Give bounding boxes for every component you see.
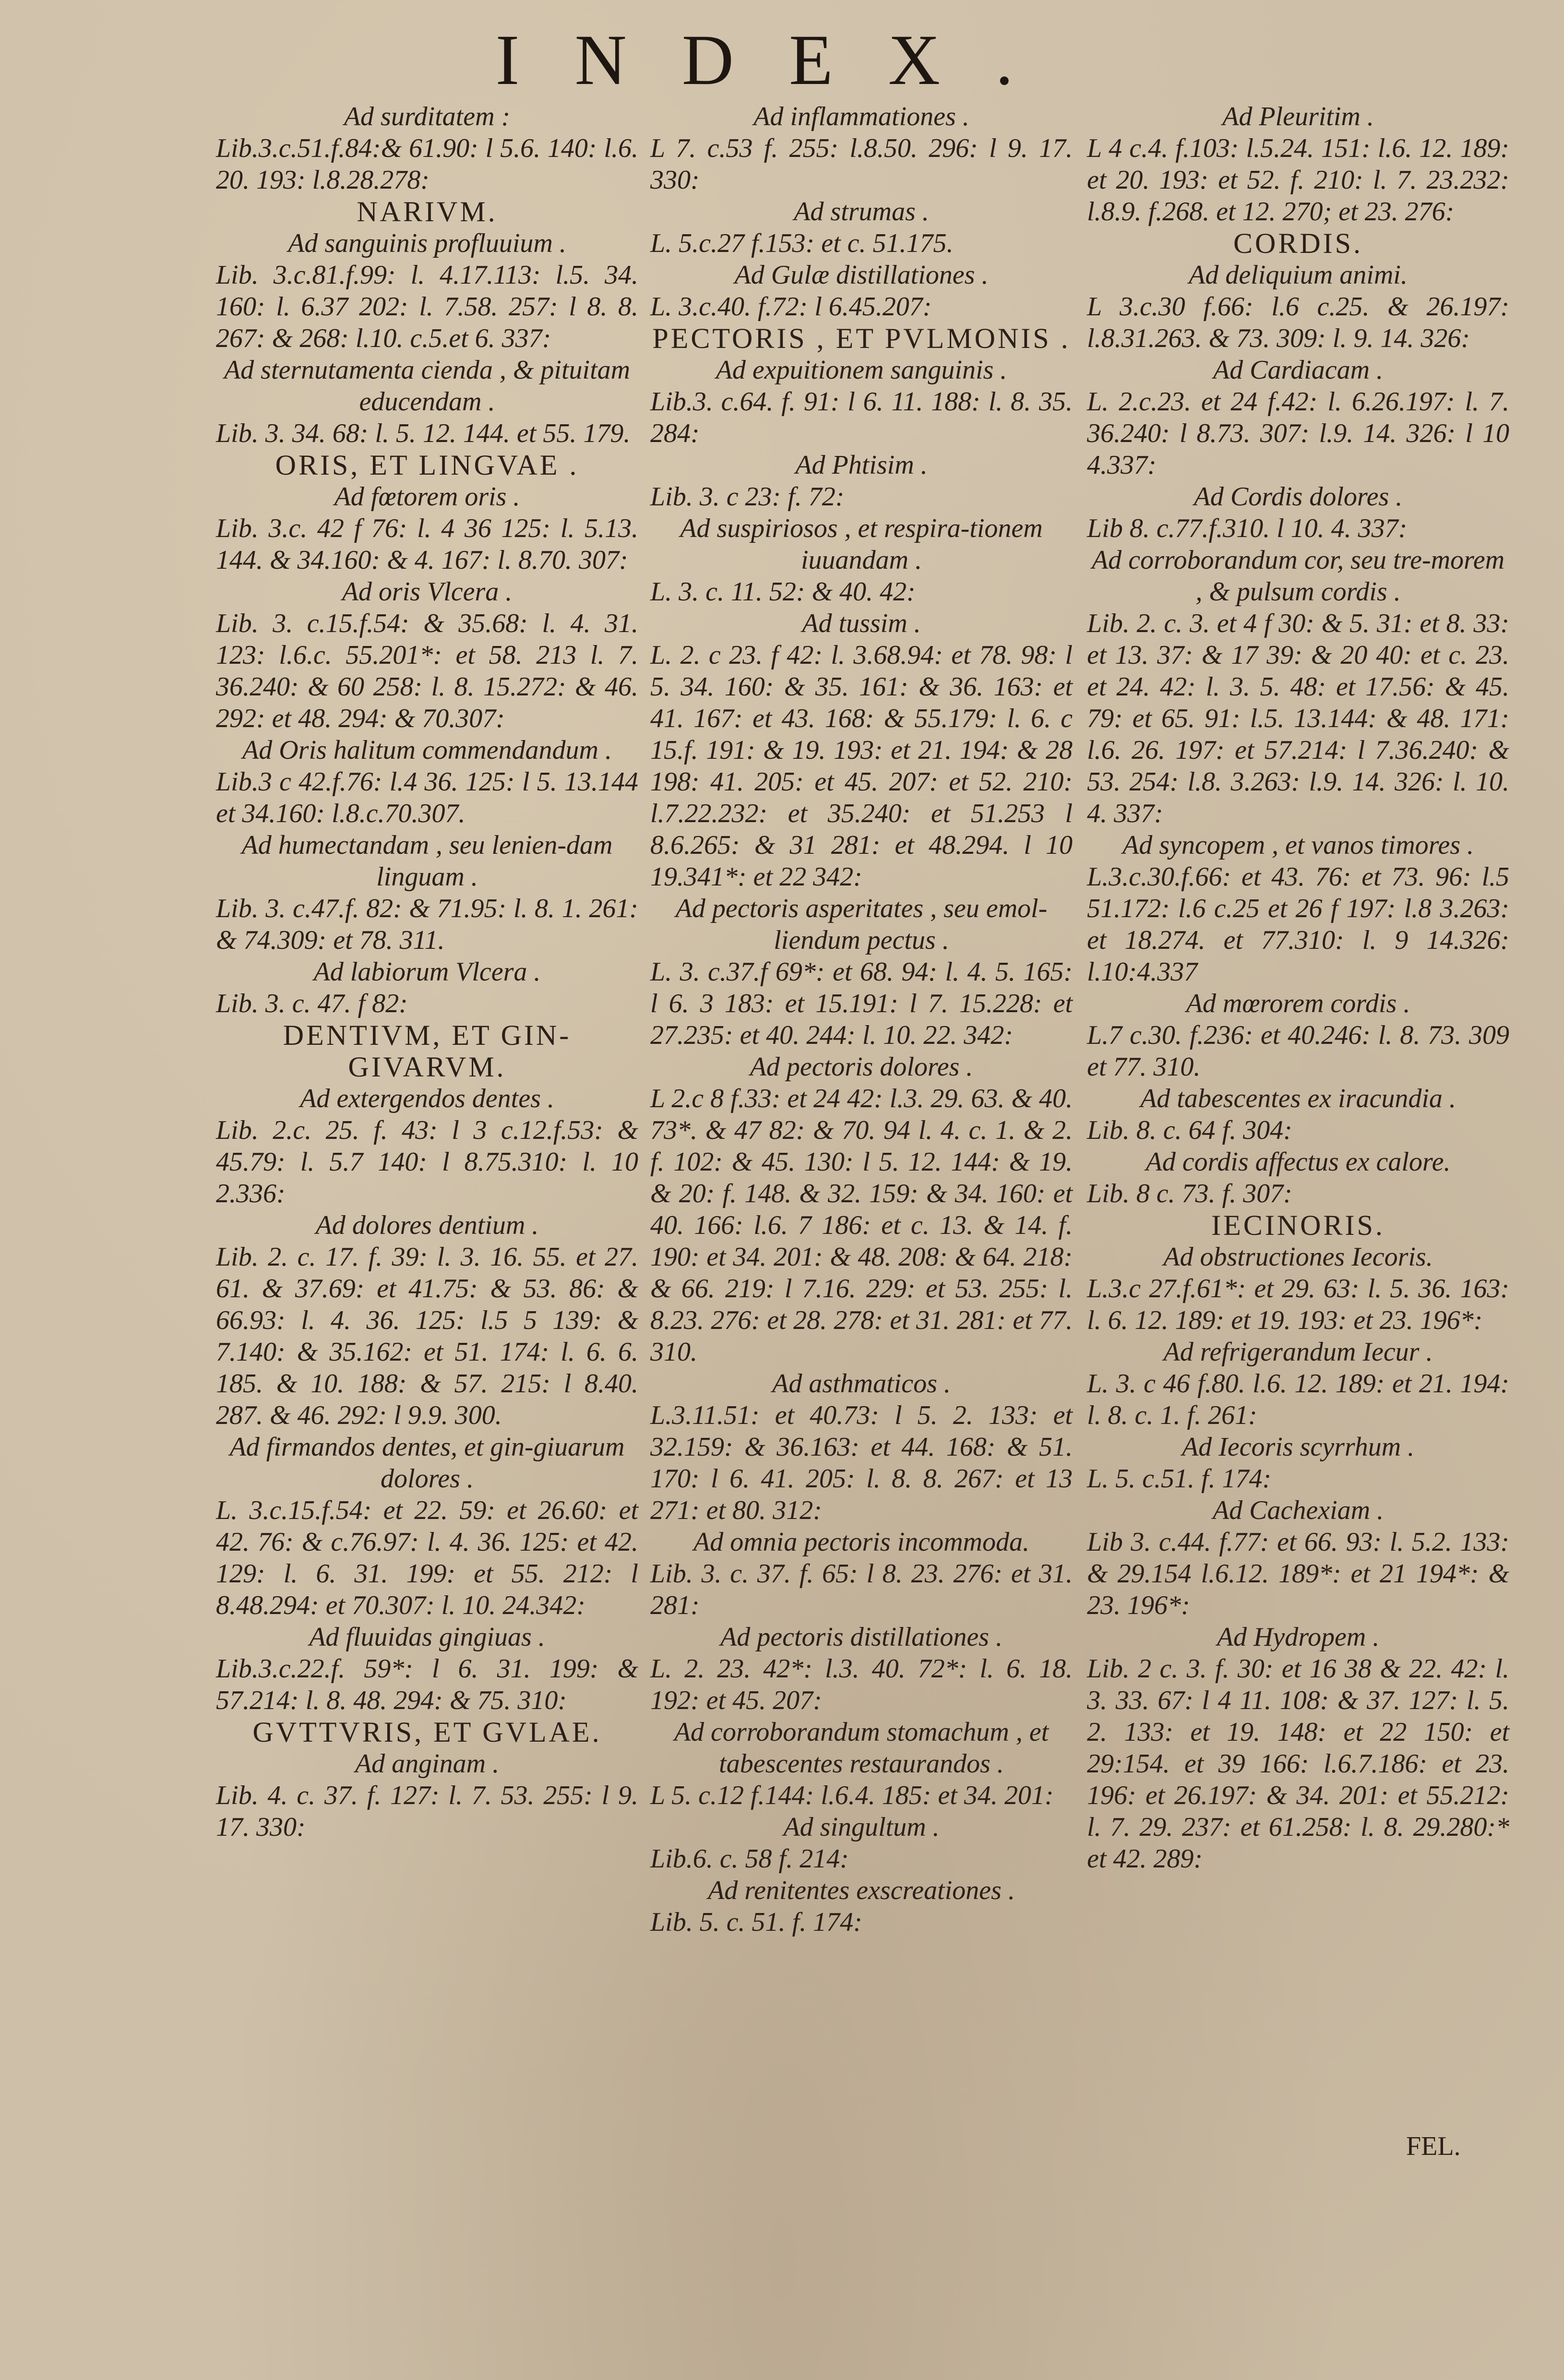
- index-reference: L 3.c.30 f.66: l.6 c.25. & 26.197: l.8.31.263. & 73. 309: l. 9. 14. 326:: [1087, 292, 1509, 353]
- index-reference: Lib. 3. c.15.f.54: & 35.68: l. 4. 31. 123: l.6.c. 55.201*: et 58. 213 l. 7. 36.240: & 60 258: l. 8. 15.272: & 46. 292: et 48. 294: & 70.307:: [216, 609, 638, 733]
- index-heading: Ad labiorum Vlcera .: [313, 957, 541, 987]
- index-reference: L. 3. c 46 f.80. l.6. 12. 189: et 21. 194: l. 8. c. 1. f. 261:: [1087, 1369, 1509, 1430]
- index-heading: Ad dolores dentium .: [315, 1210, 539, 1240]
- index-heading: Ad pectoris asperitates , seu emol-liendum pectus .: [675, 894, 1048, 955]
- index-reference: Lib. 2. c. 17. f. 39: l. 3. 16. 55. et 27. 61. & 37.69: et 41.75: & 53. 86: & 66.93: l. 4. 36. 125: l.5 5 139: & 7.140: & 35.162: et 51. 174: l. 6. 6. 185. & 10. 188: & 57. 215: l 8.40. 287. & 46. 292: l 9.9. 300.: [216, 1242, 638, 1430]
- index-reference: L. 2. 23. 42*: l.3. 40. 72*: l. 6. 18. 192: et 45. 207:: [650, 1654, 1073, 1715]
- index-reference: Lib. 3. c. 47. f 82:: [216, 989, 408, 1018]
- index-heading: Ad Cardiacam .: [1213, 355, 1384, 385]
- index-heading: Ad Cachexiam .: [1212, 1495, 1384, 1525]
- index-reference: Lib. 8 c. 73. f. 307:: [1087, 1179, 1292, 1208]
- index-reference: L. 2. c 23. f 42: l. 3.68.94: et 78. 98: l 5. 34. 160: & 35. 161: & 36. 163: et 41. 167: et 43. 168: & 55.179: l. 6. c 15.f. 191: & 19. 193: et 21. 194: & 28 198: 41. 205: et 45. 207: et 52. 210: l.7.22.232: et 35.240: et 51.253 l 8.6.265: & 31 281: et 48.294. l 10 19.341*: et 22 342:: [650, 640, 1073, 892]
- index-column-2: [650, 101, 1073, 1938]
- index-reference: Lib. 3.c. 42 f 76: l. 4 36 125: l. 5.13. 144. & 34.160: & 4. 167: l. 8.70. 307:: [216, 514, 638, 575]
- index-reference: Lib.3. c.64. f. 91: l 6. 11. 188: l. 8. 35. 284:: [650, 387, 1073, 448]
- index-reference: Lib.6. c. 58 f. 214:: [650, 1844, 849, 1874]
- index-heading: Ad extergendos dentes .: [300, 1084, 554, 1113]
- index-reference: Lib 3. c.44. f.77: et 66. 93: l. 5.2. 133: & 29.154 l.6.12. 189*: et 21 194*: & 23. 196*:: [1087, 1527, 1509, 1620]
- index-heading: Ad strumas .: [794, 197, 929, 227]
- index-heading: Ad fluuidas gingiuas .: [309, 1622, 545, 1652]
- index-heading: Ad obstructiones Iecoris.: [1163, 1242, 1433, 1272]
- index-heading: Ad tussim .: [802, 609, 921, 638]
- section-heading: PECTORIS , ET PVLMONIS .: [652, 323, 1071, 354]
- index-heading: Ad fœtorem oris .: [334, 482, 520, 512]
- index-column-1: [216, 101, 638, 1843]
- index-heading: Ad sternutamenta cienda , & pituitam educendam .: [224, 355, 631, 417]
- index-heading: Ad firmandos dentes, et gin-giuarum dolores .: [229, 1432, 625, 1494]
- index-reference: Lib. 5. c. 51. f. 174:: [650, 1907, 862, 1937]
- index-reference: Lib.3.c.22.f. 59*: l 6. 31. 199: & 57.214: l. 8. 48. 294: & 75. 310:: [216, 1654, 638, 1715]
- index-heading: Ad sanguinis profluuium .: [288, 228, 566, 258]
- index-reference: L 7. c.53 f. 255: l.8.50. 296: l 9. 17. 330:: [650, 133, 1073, 195]
- index-reference: L 4 c.4. f.103: l.5.24. 151: l.6. 12. 189: et 20. 193: et 52. f. 210: l. 7. 23.232: l.8.9. f.268. et 12. 270; et 23. 276:: [1087, 133, 1509, 227]
- section-heading: GVTTVRIS, ET GVLAE.: [252, 1716, 602, 1748]
- index-heading: Ad pectoris dolores .: [750, 1052, 973, 1082]
- index-heading: Ad Oris halitum commendandum .: [242, 735, 612, 765]
- index-reference: L.7 c.30. f.236: et 40.246: l. 8. 73. 309 et 77. 310.: [1087, 1020, 1509, 1082]
- index-heading: Ad syncopem , et vanos timores .: [1122, 830, 1474, 860]
- index-heading: Ad singultum .: [783, 1812, 940, 1842]
- index-heading: Ad anginam .: [355, 1749, 500, 1779]
- index-reference: L.3.c 27.f.61*: et 29. 63: l. 5. 36. 163: l. 6. 12. 189: et 19. 193: et 23. 196*:: [1087, 1274, 1509, 1335]
- index-heading: Ad inflammationes .: [753, 102, 969, 132]
- index-heading: Ad expuitionem sanguinis .: [716, 355, 1007, 385]
- section-heading: IECINORIS.: [1211, 1209, 1385, 1241]
- section-heading: NARIVM.: [357, 196, 498, 227]
- index-reference: Lib. 3.c.81.f.99: l. 4.17.113: l.5. 34. 160: l. 6.37 202: l. 7.58. 257: l 8. 8. 267: & 268: l.10. c.5.et 6. 337:: [216, 260, 638, 353]
- index-heading: Ad renitentes exscreationes .: [708, 1876, 1015, 1905]
- index-heading: Ad omnia pectoris incommoda.: [693, 1527, 1029, 1557]
- index-column-3: [1087, 101, 1509, 1875]
- index-reference: L. 3.c.15.f.54: et 22. 59: et 26.60: et 42. 76: & c.76.97: l. 4. 36. 125: et 42. 129: l. 6. 31. 199: et 55. 212: l 8.48.294: et 70.307: l. 10. 24.342:: [216, 1495, 638, 1620]
- index-heading: Ad deliquium animi.: [1189, 260, 1408, 290]
- index-reference: L 5. c.12 f.144: l.6.4. 185: et 34. 201:: [650, 1781, 1054, 1810]
- page-title: INDEX.: [495, 20, 1069, 100]
- index-reference: L. 5. c.51. f. 174:: [1087, 1464, 1272, 1494]
- index-heading: Ad oris Vlcera .: [342, 577, 513, 607]
- index-heading: Ad Iecoris scyrrhum .: [1182, 1432, 1415, 1462]
- index-reference: Lib. 3. c 23: f. 72:: [650, 482, 845, 512]
- index-heading: Ad Gulæ distillationes .: [734, 260, 989, 290]
- index-reference: Lib. 2 c. 3. f. 30: et 16 38 & 22. 42: l. 3. 33. 67: l 4 11. 108: & 37. 127: l. 5. 2. 133: et 19. 148: et 22 150: et 29:154. et 39 166: l.6.7.186: et 23. 196: et 26.197: & 34. 201: et 55.212: l. 7. 29. 237: et 61.258: l. 8. 29.280:* et 42. 289:: [1087, 1654, 1509, 1874]
- index-heading: Ad corroborandum stomachum , et tabescentes restaurandos .: [674, 1717, 1049, 1779]
- index-heading: Ad refrigerandum Iecur .: [1163, 1337, 1433, 1367]
- index-reference: Lib. 3. c.47.f. 82: & 71.95: l. 8. 1. 261: & 74.309: et 78. 311.: [216, 894, 638, 955]
- index-heading: Ad pectoris distillationes .: [720, 1622, 1003, 1652]
- index-reference: L. 5.c.27 f.153: et c. 51.175.: [650, 228, 954, 258]
- section-heading: DENTIVM, ET GIN-GIVARVM.: [283, 1019, 572, 1083]
- index-heading: Ad Cordis dolores .: [1194, 482, 1403, 512]
- index-reference: L. 3. c. 11. 52: & 40. 42:: [650, 577, 916, 607]
- index-heading: Ad mœrorem cordis .: [1186, 989, 1410, 1018]
- index-reference: L. 3. c.37.f 69*: et 68. 94: l. 4. 5. 165: l 6. 3 183: et 15.191: l 7. 15.228: et 27.235: et 40. 244: l. 10. 22. 342:: [650, 957, 1073, 1050]
- index-heading: Ad suspiriosos , et respira-tionem iuuandam .: [680, 514, 1043, 575]
- index-reference: Lib.3 c 42.f.76: l.4 36. 125: l 5. 13.144 et 34.160: l.8.c.70.307.: [216, 767, 638, 828]
- index-heading: Ad asthmaticos .: [772, 1369, 951, 1399]
- index-reference: Lib. 3. 34. 68: l. 5. 12. 144. et 55. 179.: [216, 419, 631, 448]
- index-heading: Ad Pleuritim .: [1222, 102, 1374, 132]
- index-heading: Ad tabescentes ex iracundia .: [1140, 1084, 1456, 1113]
- index-reference: L 2.c 8 f.33: et 24 42: l.3. 29. 63. & 40. 73*. & 47 82: & 70. 94 l. 4. c. 1. & 2. f. 102: & 45. 130: l 5. 12. 144: & 19. & 20: f. 148. & 32. 159: & 34. 160: et 40. 166: l.6. 7 186: et c. 13. & 14. f. 190: et 34. 201: & 48. 208: & 64. 218: & 66. 219: l 7.16. 229: et 53. 255: l. 8.23. 276: et 28. 278: et 31. 281: et 77. 310.: [650, 1084, 1073, 1367]
- index-reference: L. 2.c.23. et 24 f.42: l. 6.26.197: l. 7. 36.240: l 8.73. 307: l.9. 14. 326: l 10 4.337:: [1087, 387, 1509, 480]
- index-heading: Ad surditatem :: [344, 102, 511, 132]
- index-reference: Lib. 4. c. 37. f. 127: l. 7. 53. 255: l 9. 17. 330:: [216, 1781, 638, 1842]
- index-heading: Ad Phtisim .: [795, 450, 928, 480]
- index-reference: Lib. 3. c. 37. f. 65: l 8. 23. 276: et 31. 281:: [650, 1559, 1073, 1620]
- index-reference: Lib 8. c.77.f.310. l 10. 4. 337:: [1087, 514, 1408, 543]
- index-reference: L.3.c.30.f.66: et 43. 76: et 73. 96: l.5 51.172: l.6 c.25 et 26 f 197: l.8 3.263: et 18.274. et 77.310: l. 9 14.326: l.10:4.337: [1087, 862, 1509, 987]
- index-heading: Ad Hydropem .: [1217, 1622, 1380, 1652]
- section-heading: CORDIS.: [1233, 227, 1363, 259]
- index-heading: Ad corroborandum cor, seu tre-morem , & pulsum cordis .: [1091, 545, 1505, 607]
- index-reference: Lib. 2.c. 25. f. 43: l 3 c.12.f.53: & 45.79: l. 5.7 140: l 8.75.310: l. 10 2.336:: [216, 1115, 638, 1208]
- index-reference: Lib.3.c.51.f.84:& 61.90: l 5.6. 140: l.6. 20. 193: l.8.28.278:: [216, 133, 638, 195]
- index-heading: Ad humectandam , seu lenien-dam linguam .: [241, 830, 613, 892]
- section-heading: ORIS, ET LINGVAE .: [275, 449, 579, 481]
- catchword: FEL.: [1406, 2131, 1461, 2161]
- index-reference: Lib. 8. c. 64 f. 304:: [1087, 1115, 1292, 1145]
- index-reference: L.3.11.51: et 40.73: l 5. 2. 133: et 32.159: & 36.163: et 44. 168: & 51. 170: l 6. 41. 205: l. 8. 8. 267: et 13 271: et 80. 312:: [650, 1400, 1073, 1525]
- index-reference: L. 3.c.40. f.72: l 6.45.207:: [650, 292, 932, 322]
- index-reference: Lib. 2. c. 3. et 4 f 30: & 5. 31: et 8. 33: et 13. 37: & 17 39: & 20 40: et c. 23. et 24. 42: l. 3. 5. 48: et 17.56: & 45. 79: et 65. 91: l.5. 13.144: & 48. 171: l.6. 26. 197: et 57.214: l 7.36.240: & 53. 254: l.8. 3.263: l.9. 14. 326: l. 10. 4. 337:: [1087, 609, 1509, 828]
- index-heading: Ad cordis affectus ex calore.: [1146, 1147, 1451, 1177]
